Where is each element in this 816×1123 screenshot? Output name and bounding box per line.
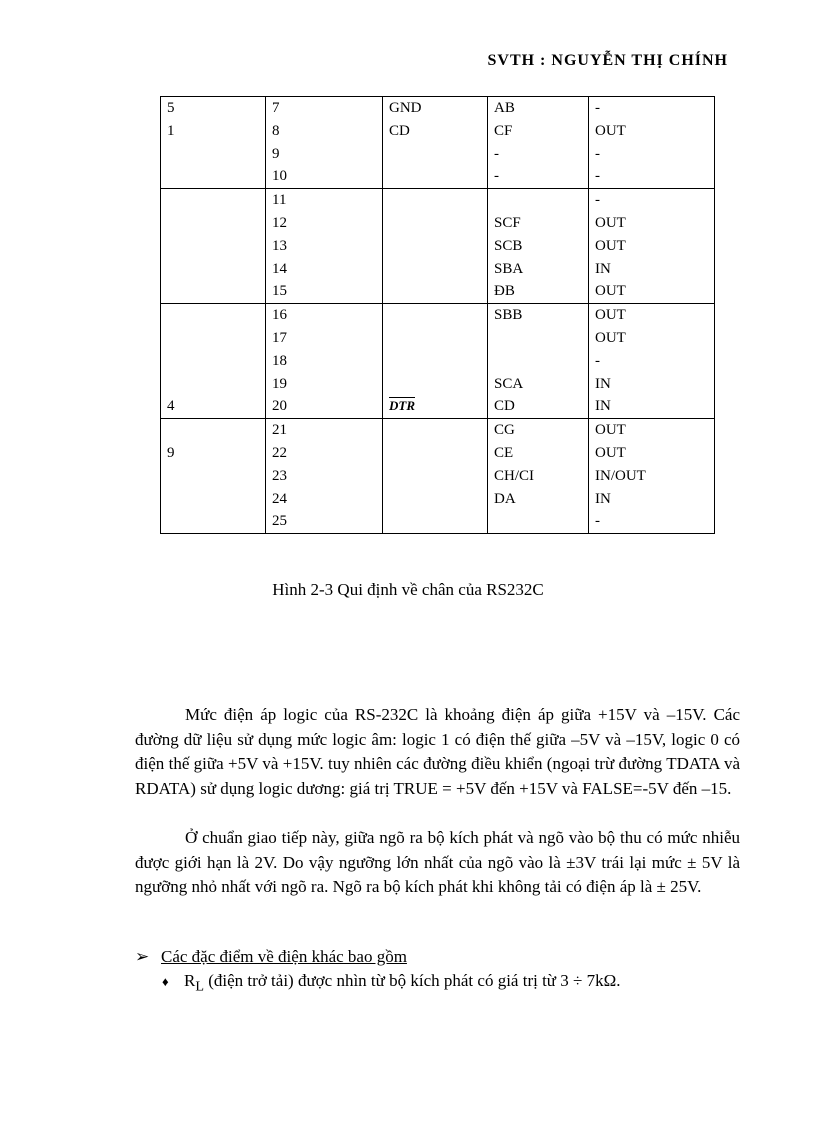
table-cell-c1 <box>161 465 266 488</box>
cell-text: 9 <box>272 145 280 162</box>
paragraph-logic-levels: Mức điện áp logic của RS-232C là khoảng điện áp giữa +15V và –15V. Các đường dữ liệu sử dụng mức logic âm: logic 1 có điện thế giữa –5V và –15V, logic 0 có điện thế giữa +5V và +15V. tuy nhiên các đường điều khiển (ngoại trừ đường TDATA và RDATA) sử dụng logic dương: giá trị TRUE = +5V đến +15V và FALSE=-5V đến –15. <box>135 705 740 799</box>
table-cell-c2 <box>266 165 383 188</box>
cell-text: ĐB <box>494 283 515 300</box>
bullet-subscript: L <box>195 978 204 995</box>
cell-text: - <box>595 352 600 369</box>
table-cell-c4 <box>488 97 589 120</box>
table-cell-c4 <box>488 280 589 303</box>
table-cell-c4 <box>488 212 589 235</box>
cell-text: - <box>595 168 600 185</box>
table-row <box>161 327 715 350</box>
table-cell-c1 <box>161 350 266 373</box>
cell-text: - <box>595 145 600 162</box>
table-cell-c5 <box>589 235 715 258</box>
table-cell-c4 <box>488 373 589 396</box>
table-cell-c2 <box>266 258 383 281</box>
cell-text: CD <box>494 398 515 415</box>
table-cell-c1 <box>161 189 266 212</box>
table-row <box>161 212 715 235</box>
cell-text: SCF <box>494 214 521 231</box>
table-cell-c4 <box>488 327 589 350</box>
cell-text: OUT <box>595 444 626 461</box>
table-cell-c5 <box>589 97 715 120</box>
cell-text: 19 <box>272 375 287 392</box>
cell-text: 23 <box>272 467 287 484</box>
table-cell-c3 <box>383 235 488 258</box>
arrow-bullet-icon: ➢ <box>135 947 150 966</box>
cell-text: IN <box>595 398 611 415</box>
table-cell-c5 <box>589 212 715 235</box>
cell-text: 4 <box>167 398 175 415</box>
cell-text: 22 <box>272 444 287 461</box>
table-cell-c4 <box>488 488 589 511</box>
table-cell-c5 <box>589 258 715 281</box>
rs232-pin-table <box>160 96 715 534</box>
bullet-prefix: R <box>184 971 196 990</box>
table-cell-c4 <box>488 165 589 188</box>
cell-text: CD <box>389 122 410 139</box>
table-cell-c4 <box>488 189 589 212</box>
table-cell-c2 <box>266 442 383 465</box>
table-cell-c2 <box>266 488 383 511</box>
table-cell-c4 <box>488 442 589 465</box>
table-cell-c2 <box>266 510 383 533</box>
table-row <box>161 510 715 533</box>
cell-text: OUT <box>595 329 626 346</box>
table-cell-c2 <box>266 304 383 327</box>
cell-text: IN <box>595 375 611 392</box>
table-cell-c5 <box>589 189 715 212</box>
table-cell-c4 <box>488 465 589 488</box>
table-cell-c3 <box>383 465 488 488</box>
cell-text: 11 <box>272 192 287 209</box>
cell-text: $\overline{DTR}$ <box>389 398 415 414</box>
table-cell-c5 <box>589 419 715 442</box>
section-heading <box>135 947 407 967</box>
bullet-item-load-resistance <box>162 971 620 995</box>
table-row <box>161 97 715 120</box>
table-cell-c5 <box>589 465 715 488</box>
cell-text: 14 <box>272 260 287 277</box>
cell-text: 21 <box>272 422 287 439</box>
table-cell-c5 <box>589 120 715 143</box>
cell-text: 15 <box>272 283 287 300</box>
table-cell-c2 <box>266 120 383 143</box>
table-cell-c5 <box>589 280 715 303</box>
table-cell-c5 <box>589 304 715 327</box>
table-cell-c3 <box>383 189 488 212</box>
table-cell-c5 <box>589 327 715 350</box>
table-cell-c5 <box>589 510 715 533</box>
cell-text: AB <box>494 100 515 116</box>
table-cell-c2 <box>266 327 383 350</box>
table-row <box>161 395 715 418</box>
cell-text: 24 <box>272 490 287 507</box>
table-cell-c2 <box>266 350 383 373</box>
table-row <box>161 465 715 488</box>
table-cell-c5 <box>589 442 715 465</box>
table-cell-c3 <box>383 510 488 533</box>
cell-text: - <box>494 145 499 162</box>
table-cell-c3 <box>383 327 488 350</box>
table-cell-c3 <box>383 350 488 373</box>
cell-text: OUT <box>595 283 626 300</box>
table-row <box>161 258 715 281</box>
table-row <box>161 488 715 511</box>
table-row <box>161 235 715 258</box>
table-cell-c3 <box>383 97 488 120</box>
table-cell-c5 <box>589 165 715 188</box>
cell-text: 16 <box>272 307 287 324</box>
table-cell-c2 <box>266 465 383 488</box>
table-cell-c4 <box>488 395 589 418</box>
bullet-text: (điện trở tải) được nhìn từ bộ kích phát có giá trị từ 3 ÷ 7kΩ. <box>204 971 621 990</box>
table-cell-c3 <box>383 143 488 166</box>
table-cell-c3 <box>383 442 488 465</box>
cell-text: - <box>595 100 600 116</box>
cell-text: 18 <box>272 352 287 369</box>
table-row <box>161 419 715 442</box>
cell-text: - <box>494 168 499 185</box>
table-row <box>161 304 715 327</box>
table-cell-c2 <box>266 280 383 303</box>
table-cell-c2 <box>266 235 383 258</box>
table-cell-c4 <box>488 510 589 533</box>
cell-text: 1 <box>167 122 175 139</box>
cell-text: OUT <box>595 307 626 324</box>
cell-text: 12 <box>272 214 287 231</box>
table-cell-c1 <box>161 212 266 235</box>
table-cell-c2 <box>266 395 383 418</box>
table-cell-c1 <box>161 488 266 511</box>
table-cell-c1 <box>161 442 266 465</box>
table-cell-c2 <box>266 419 383 442</box>
table-cell-c2 <box>266 189 383 212</box>
table-cell-c4 <box>488 235 589 258</box>
table-cell-c1 <box>161 143 266 166</box>
table-cell-c5 <box>589 143 715 166</box>
table-row <box>161 373 715 396</box>
table-cell-c3 <box>383 419 488 442</box>
table-cell-c1 <box>161 373 266 396</box>
cell-text: - <box>595 192 600 209</box>
table-cell-c3 <box>383 373 488 396</box>
table-row <box>161 165 715 188</box>
cell-text: IN <box>595 490 611 507</box>
section-heading-text: Các đặc điểm về điện khác bao gồm <box>161 947 407 966</box>
cell-text: 17 <box>272 329 287 346</box>
table-cell-c1 <box>161 120 266 143</box>
cell-text: 25 <box>272 513 287 530</box>
cell-text: GND <box>389 100 422 116</box>
cell-text: OUT <box>595 422 626 439</box>
table-cell-c3 <box>383 258 488 281</box>
cell-text: IN/OUT <box>595 467 646 484</box>
table-cell-c4 <box>488 419 589 442</box>
table-cell-c2 <box>266 373 383 396</box>
cell-text: IN <box>595 260 611 277</box>
table-cell-c3 <box>383 165 488 188</box>
table-cell-c1 <box>161 235 266 258</box>
diamond-bullet-icon: ♦ <box>162 974 169 989</box>
table-cell-c4 <box>488 258 589 281</box>
cell-text: OUT <box>595 122 626 139</box>
table-cell-c4 <box>488 143 589 166</box>
table-cell-c3 <box>383 212 488 235</box>
table-cell-c1 <box>161 280 266 303</box>
cell-text: SCA <box>494 375 524 392</box>
table-cell-c1 <box>161 327 266 350</box>
table-cell-c5 <box>589 488 715 511</box>
cell-text: CE <box>494 444 514 461</box>
table-cell-c2 <box>266 97 383 120</box>
cell-text: DA <box>494 490 516 507</box>
table-cell-c5 <box>589 350 715 373</box>
cell-text: OUT <box>595 214 626 231</box>
cell-text: 10 <box>272 168 287 185</box>
table-cell-c3 <box>383 488 488 511</box>
table-cell-c1 <box>161 304 266 327</box>
page-header-author: SVTH : NGUYỄN THỊ CHÍNH <box>487 52 728 69</box>
table-cell-c5 <box>589 395 715 418</box>
cell-text: 8 <box>272 122 280 139</box>
cell-text: CF <box>494 122 513 139</box>
table-cell-c4 <box>488 304 589 327</box>
table-cell-c1 <box>161 97 266 120</box>
table-cell-c4 <box>488 350 589 373</box>
table-cell-c3 <box>383 395 488 418</box>
cell-text: CH/CI <box>494 467 535 484</box>
table-row <box>161 120 715 143</box>
table-cell-c1 <box>161 165 266 188</box>
table-cell-c1 <box>161 510 266 533</box>
cell-text: 20 <box>272 398 287 415</box>
figure-caption: Hình 2-3 Qui định về chân của RS232C <box>272 580 544 599</box>
cell-text: SBB <box>494 307 523 324</box>
table-cell-c5 <box>589 373 715 396</box>
table-cell-c1 <box>161 419 266 442</box>
table-cell-c3 <box>383 280 488 303</box>
cell-text: SBA <box>494 260 524 277</box>
cell-text: CG <box>494 422 515 439</box>
table-row <box>161 189 715 212</box>
cell-text: 7 <box>272 100 280 116</box>
cell-text: 5 <box>167 100 175 116</box>
table-cell-c2 <box>266 143 383 166</box>
table-row <box>161 280 715 303</box>
cell-text: SCB <box>494 237 523 254</box>
cell-text: - <box>595 513 600 530</box>
table-cell-c3 <box>383 120 488 143</box>
table-cell-c4 <box>488 120 589 143</box>
table-cell-c1 <box>161 258 266 281</box>
paragraph-noise-margin: Ở chuẩn giao tiếp này, giữa ngõ ra bộ kích phát và ngõ vào bộ thu có mức nhiễu được giới hạn là 2V. Do vậy ngưỡng lớn nhất của ngõ vào là ±3V trái lại mức ± 5V là ngưỡng nhỏ nhất với ngõ ra. Ngõ ra bộ kích phát khi không tải có điện áp là ± 25V. <box>135 828 740 897</box>
table-row <box>161 143 715 166</box>
table-row <box>161 350 715 373</box>
table-cell-c2 <box>266 212 383 235</box>
table-cell-c1 <box>161 395 266 418</box>
cell-text: 13 <box>272 237 287 254</box>
table-row <box>161 442 715 465</box>
table-cell-c3 <box>383 304 488 327</box>
cell-text: OUT <box>595 237 626 254</box>
cell-text: 9 <box>167 444 175 461</box>
